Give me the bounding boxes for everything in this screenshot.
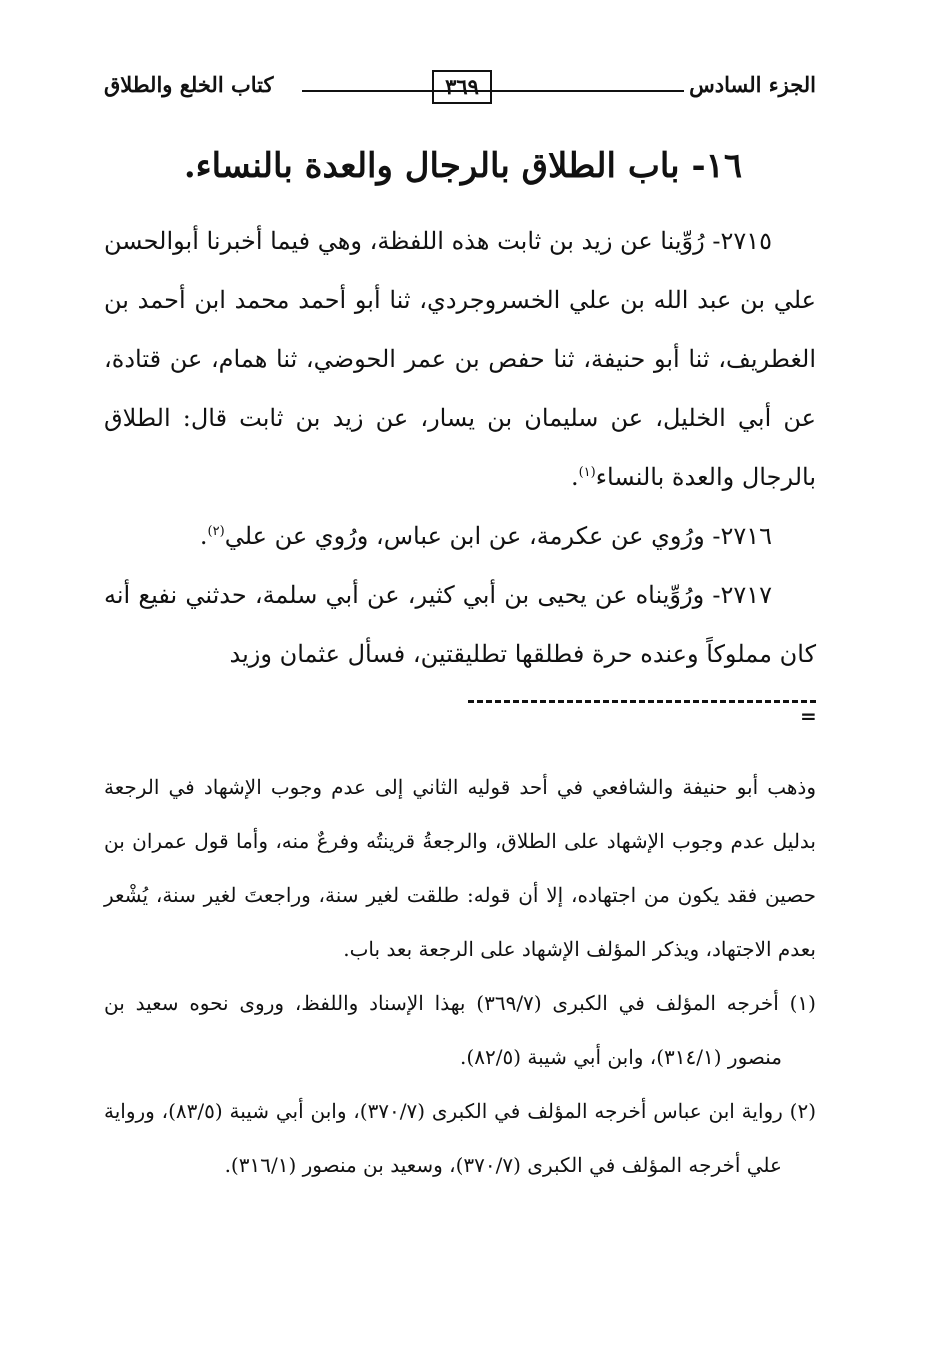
footnote-ref: (١) [578, 465, 596, 480]
paragraph-end: . [199, 522, 208, 550]
hadith-paragraph [104, 212, 816, 507]
footnote-continuation-mark: = [800, 704, 817, 728]
volume-label: الجزء السادس [689, 72, 816, 97]
footnote-ref: (٢) [207, 524, 225, 539]
paragraph-text: ٢٧١٦- ورُوي عن عكرمة، عن ابن عباس، ورُوي عن علي [224, 522, 772, 550]
hadith-paragraph [104, 566, 816, 684]
footnote-2: (٢) رواية ابن عباس أخرجه المؤلف في الكبرى (٣٧٠/٧)، وابن أبي شيبة (٨٣/٥)، ورواية علي أخرجه المؤلف في الكبرى (٣٧٠/٧)، وسعيد بن منصور (٣١٦/١). [104, 1099, 817, 1177]
page-number: ٣٦٩ [432, 70, 492, 104]
running-header [104, 68, 816, 108]
chapter-heading: ١٦- باب الطلاق بالرجال والعدة بالنساء. [183, 146, 743, 186]
header-rule-left [302, 90, 524, 92]
footnote-separator [468, 700, 816, 703]
main-text [104, 212, 816, 684]
paragraph-text: ٢٧١٥- رُوِّينا عن زيد بن ثابت هذه اللفظة، وهي فيما أخبرنا أبوالحسن علي بن عبد الله بن علي الخسروجردي، ثنا أبو أحمد محمد ابن أحمد بن الغطريف، ثنا أبو حنيفة، ثنا حفص بن عمر الحوضي، ثنا همام، عن قتادة، عن أبي الخليل، عن سليمان بن يسار، عن زيد بن ثابت قال: الطلاق بالرجال والعدة بالنساء [104, 227, 816, 491]
paragraph-end: . [570, 463, 579, 491]
footnote-continuation: وذهب أبو حنيفة والشافعي في أحد قوليه الثاني إلى عدم وجوب الإشهاد في الرجعة بدليل عدم وجوب الإشهاد على الطلاق، والرجعةُ قرينتُه وفرعٌ منه، وأما قول عمران بن حصين فقد يكون من اجتهاده، إلا أن قوله: طلقت لغير سنة، وراجعتَ لغير سنة، يُشْعر بعدم الاجتهاد، ويذكر المؤلف الإشهاد على الرجعة بعد باب. [104, 775, 816, 961]
footnotes [104, 760, 816, 1192]
book-title: كتاب الخلع والطلاق [104, 72, 274, 97]
footnote-1: (١) أخرجه المؤلف في الكبرى (٣٦٩/٧) بهذا الإسناد واللفظ، وروى نحوه سعيد بن منصور (٣١٤/١)، وابن أبي شيبة (٨٢/٥). [104, 991, 816, 1069]
hadith-paragraph [104, 507, 816, 566]
paragraph-text: ٢٧١٧- ورُوِّيناه عن يحيى بن أبي كثير، عن أبي سلمة، حدثني نفيع أنه كان مملوكاً وعنده حرة فطلقها تطليقتين، فسأل عثمان وزيد [104, 581, 816, 668]
